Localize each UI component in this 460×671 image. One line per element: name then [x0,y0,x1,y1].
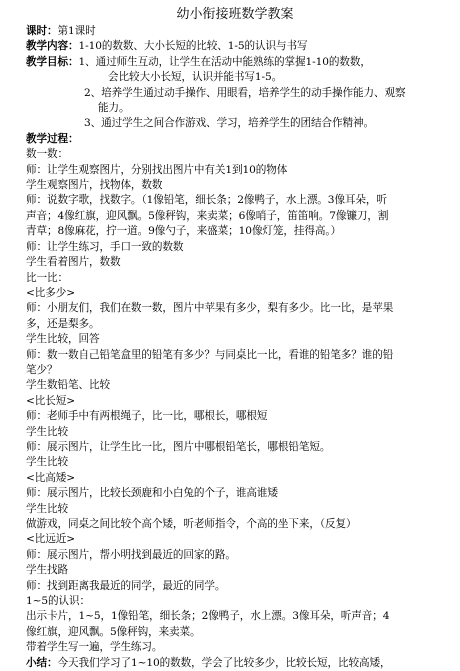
line-text: 比一比： [26,271,68,284]
document-line [26,502,444,517]
line-text: <比远近> [26,533,76,546]
line-text: 学生看着图片，数数 [26,256,121,269]
line-text: <比高矮> [26,471,76,484]
document-line [26,378,444,393]
line-text: 会比较大小长短，认识并能书写1-5。 [108,71,283,84]
document-line [26,178,444,193]
document-line [26,440,444,455]
line-text: 师：找到距离我最近的同学，最近的同学。 [26,579,226,592]
section-label: 教学内容： [26,40,79,53]
document-body [26,24,444,671]
document-line [26,455,444,470]
line-text: 师：展示图片，比较长颈鹿和小白兔的个子，谁高谁矮 [26,487,278,500]
line-text: 师：让学生练习，手口一致的数数 [26,240,184,253]
line-text: 师：小朋友们，我们在数一数，图片中苹果有多少，梨有多少。比一比，是苹果 [26,302,394,315]
line-text: 出示卡片，1~5，1像铅笔，细长条；2像鸭子，水上漂。3像耳朵，听声音；4 [26,610,390,623]
line-text: 3、通过学生之间合作游戏、学习，培养学生的团结合作精神。 [84,117,374,130]
document-line [26,332,444,347]
document-line [26,163,444,178]
line-text: <比多少> [26,286,76,299]
line-text: 第1课时 [57,25,96,37]
line-text: 声音；4像红旗，迎风飘。5像秤钩，来卖菜；6像哨子，笛笛响。7像镰刀，割 [26,209,389,222]
line-text: 2、培养学生通过动手操作、用眼看，培养学生的动手操作能力、观察 [84,86,406,99]
document-line [26,193,444,208]
document-line [26,609,444,624]
document-line [26,548,444,563]
document-line [26,425,444,440]
document-line [26,394,444,409]
line-text: 笔少？ [26,363,58,376]
document-line [26,579,444,594]
document-line [26,147,444,162]
section-label: 小结： [26,656,58,669]
document-title: 幼小衔接班数学教案 [176,7,294,22]
document-line [26,301,444,316]
document-line [26,640,444,655]
document-line [26,348,444,363]
document-line [26,409,444,424]
line-text: 学生数铅笔、比较 [26,379,110,392]
document-line [26,471,444,486]
document-line [26,86,444,101]
line-text: 学生比较 [26,502,68,515]
document-line [26,209,444,224]
document-line [26,625,444,640]
document-line [26,486,444,501]
line-text: 今天我们学习了1~10的数数，学会了比较多少，比较长短，比较高矮， [57,656,391,669]
line-text: 师：让学生观察图片，分别找出图片中有关1到10的物体 [26,163,288,176]
document-line [26,563,444,578]
line-text: 学生比较，回答 [26,333,100,346]
line-text: 学生观察图片，找物体，数数 [26,179,163,192]
document-line [26,101,444,116]
line-text: 做游戏，同桌之间比较个高个矮，听老师指令，个高的坐下来，（反复） [26,518,357,530]
document-line [26,116,444,131]
line-text: 能力。 [98,102,130,115]
document-line [26,55,444,70]
line-text: 1~5的认识： [26,595,91,608]
document-line [26,70,444,85]
document-line [26,132,444,147]
document-line [26,224,444,239]
line-text: 1、通过师生互动，让学生在活动中能熟练的掌握1-10的数数， [78,55,371,68]
line-text: 数一数： [26,148,68,161]
document-line [26,317,444,332]
document-line [26,517,444,532]
document-line [26,532,444,547]
line-text: 像红旗，迎风飘。5像秤钩，来卖菜。 [26,625,201,638]
document-line [26,286,444,301]
line-text: 师：老师手中有两根绳子，比一比，哪根长，哪根短 [26,410,268,423]
line-text: 师：展示图片，让学生比一比，图片中哪根铅笔长，哪根铅笔短。 [26,440,331,453]
line-text: 带着学生写一遍，学生练习。 [26,641,163,654]
document-line [26,594,444,609]
section-label: 教学目标： [26,55,79,68]
line-text: 师：数一数自己铅笔盒里的铅笔有多少？与同桌比一比，看谁的铅笔多？谁的铅 [26,348,394,361]
document-line [26,39,444,54]
document-line [26,255,444,270]
line-text: <比长短> [26,394,76,407]
line-text: 1-10的数数、大小长短的比较、1-5的认识与书写 [78,40,308,53]
section-label: 课时： [26,25,58,37]
line-text: 多，还是梨多。 [26,317,100,330]
line-text: 青草；8像麻花，拧一道。9像勺子，来盛菜；10像灯笼，挂得高。） [26,225,342,238]
line-text: 学生比较 [26,425,68,438]
line-text: 师：说数字歌，找数字。（1像铅笔，细长条；2像鸭子，水上漂。3像耳朵，听 [26,194,387,207]
line-text: 学生找路 [26,564,68,577]
document-line [26,271,444,286]
document-line [26,24,444,39]
line-text: 师：展示图片，帮小明找到最近的回家的路。 [26,548,236,561]
document-line [26,656,444,671]
document-line [26,363,444,378]
document-line [26,240,444,255]
line-text: 学生比较 [26,456,68,469]
section-label: 教学过程： [26,132,79,145]
